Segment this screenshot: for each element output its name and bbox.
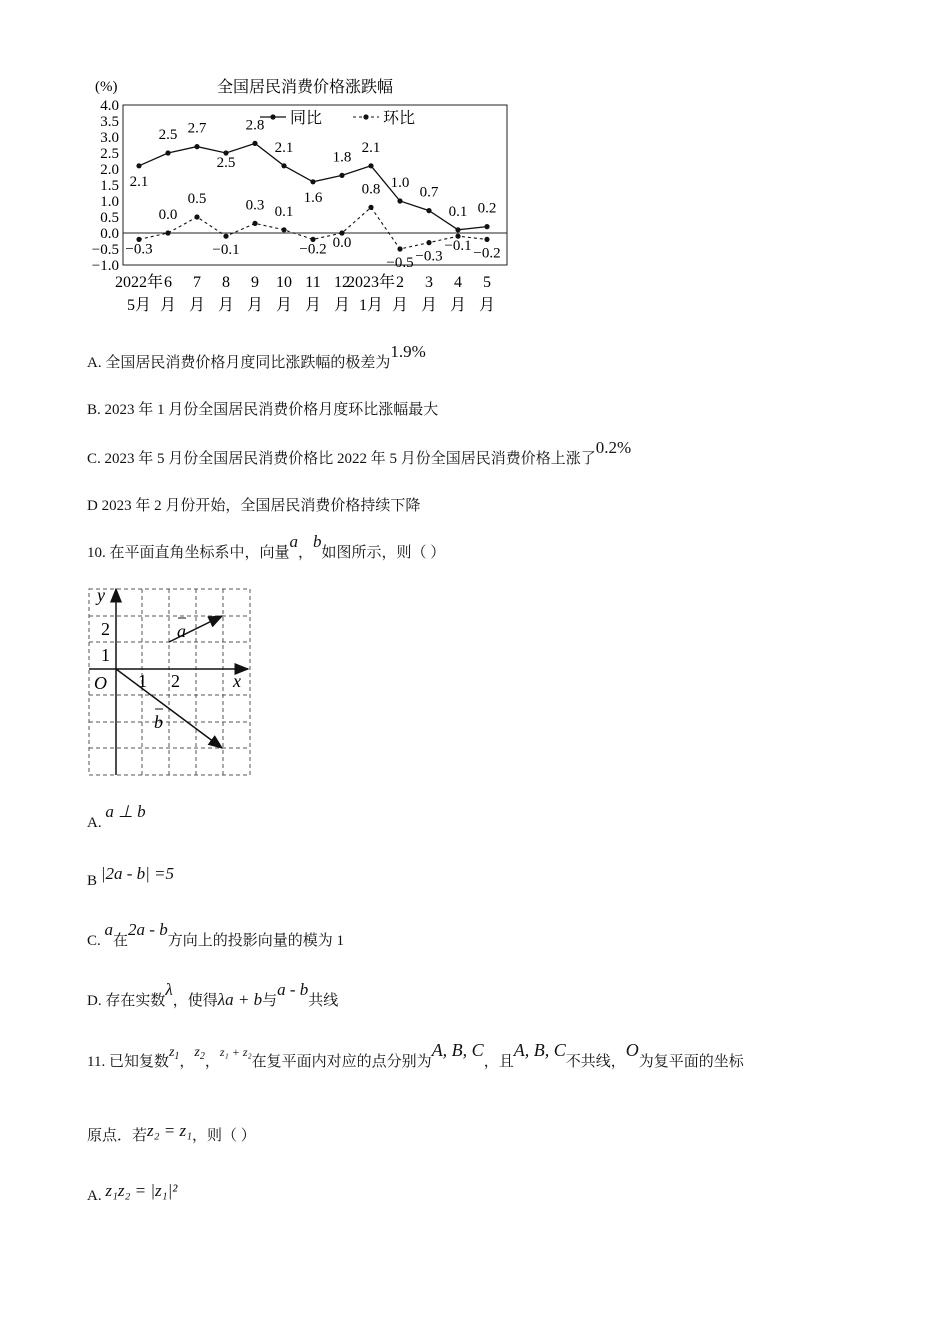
y-tick-label: 2.5 <box>100 146 119 162</box>
x-tick-label-top: 8 <box>222 274 230 291</box>
data-label: 0.2 <box>477 200 497 217</box>
x-tick-label-bottom: 月 <box>449 297 467 314</box>
x-tick-1: 1 <box>138 671 147 691</box>
x-tick-label-bottom: 5月 <box>126 297 152 314</box>
y-tick-label: 0.0 <box>100 226 119 242</box>
data-point <box>136 163 141 168</box>
q10-option-d-m2: λa + b <box>217 990 263 1009</box>
q10-option-d-t2: 与 <box>262 993 278 1009</box>
q11-z2-sub: 2 <box>199 1051 205 1062</box>
data-point <box>484 237 489 242</box>
q9-option-c <box>87 438 632 469</box>
q10-option-d-m3: a - b <box>277 980 309 999</box>
y-tick-label: 1.0 <box>100 194 119 210</box>
data-point <box>310 179 315 184</box>
q10-option-c-t1: 在 <box>113 933 129 949</box>
q11-line2-prefix: 原点．若 <box>87 1128 148 1144</box>
q10-option-c <box>87 920 344 951</box>
x-tick-label-top: 2022年 <box>114 274 164 291</box>
q10-option-a-math: a ⊥ b <box>105 802 146 821</box>
x-tick-label-top: 2 <box>396 274 404 291</box>
q11-comma-1: ， <box>179 1054 195 1070</box>
data-point <box>339 173 344 178</box>
data-label: 2.1 <box>129 173 149 190</box>
data-point <box>368 163 373 168</box>
q10-option-d-m1: λ <box>165 980 173 999</box>
q11-z1-letter: z <box>168 1045 175 1060</box>
data-label: 2.7 <box>187 120 207 137</box>
x-tick-label-bottom: 月 <box>188 297 206 314</box>
q9-option-b: B. 2023 年 1 月份全国居民消费价格月度环比涨幅最大 <box>87 402 439 418</box>
x-tick-label-top: 10 <box>276 274 292 291</box>
data-label: 0.1 <box>274 203 294 220</box>
q10-option-a <box>87 802 146 833</box>
data-point <box>165 150 170 155</box>
x-tick-label-bottom: 月 <box>246 297 264 314</box>
data-point <box>252 141 257 146</box>
data-label: −0.3 <box>415 248 443 265</box>
q11-z2-letter: z <box>194 1045 200 1060</box>
data-label: 0.0 <box>332 235 352 251</box>
q11-option-a-prefix: A. <box>87 1188 102 1204</box>
q10-vec-b: b <box>313 532 322 551</box>
y-tick-label: 4.0 <box>100 98 119 114</box>
data-point <box>194 144 199 149</box>
data-point <box>455 227 460 232</box>
data-label: 0.0 <box>158 207 178 223</box>
data-point <box>281 163 286 168</box>
y-tick-label: −0.5 <box>91 242 119 258</box>
data-label: 2.1 <box>361 139 381 156</box>
series-group <box>125 117 500 271</box>
q10-option-b <box>87 864 174 891</box>
vector-a-label: a <box>177 621 186 641</box>
q11-line2-suffix: ，则（ ） <box>192 1128 256 1144</box>
data-label: −0.2 <box>299 241 327 258</box>
q11-z1-sub: 1 <box>174 1051 180 1062</box>
q11-o: O <box>625 1040 639 1060</box>
chart-legend <box>260 109 415 127</box>
data-point <box>397 198 402 203</box>
q10-sep: ， <box>298 545 314 561</box>
q10-option-c-t2: 方向上的投影向量的模为 1 <box>167 933 344 949</box>
y-axis-ticks <box>92 98 119 274</box>
x-tick-label-bottom: 1月 <box>358 297 384 314</box>
x-tick-label-bottom: 月 <box>333 297 351 314</box>
x-tick-label-top: 5 <box>483 274 491 291</box>
q11-t1: 在复平面内对应的点分别为 <box>251 1054 432 1070</box>
x-axis-label: x <box>233 671 241 691</box>
data-label: 2.1 <box>274 139 294 156</box>
q11-stem-line2 <box>87 1121 256 1146</box>
data-point <box>426 240 431 245</box>
x-tick-label-bottom: 月 <box>420 297 438 314</box>
y-axis-label: y <box>97 585 105 605</box>
q11-stem-prefix: 11. 已知复数 <box>87 1054 169 1070</box>
y-tick-label: 1.5 <box>100 178 119 194</box>
data-label: 0.7 <box>419 184 439 201</box>
q10-stem <box>87 532 446 563</box>
q10-vec-a: a <box>289 532 299 551</box>
q10-option-d-prefix: D. 存在实数 <box>87 993 166 1009</box>
q11-t4: 为复平面的坐标 <box>638 1054 744 1070</box>
q9-option-a-value: 1.9% <box>390 342 426 361</box>
data-label: 0.8 <box>361 181 381 198</box>
data-point <box>252 221 257 226</box>
data-label: 2.5 <box>216 155 236 171</box>
x-tick-label-top: 9 <box>251 274 259 291</box>
data-label: 0.1 <box>448 203 468 220</box>
q11-comma-2: ， <box>204 1054 220 1070</box>
q9-option-c-text: C. 2023 年 5 月份全国居民消费价格比 2022 年 5 月份全国居民消费价格上涨了 <box>87 451 596 467</box>
origin-label: O <box>94 673 107 693</box>
y-tick-label: 2.0 <box>100 162 119 178</box>
y-tick-label: 3.5 <box>100 114 119 130</box>
y-tick-label: 0.5 <box>100 210 119 226</box>
q11-abc: A, B, C <box>431 1040 484 1060</box>
legend-label-mom: 环比 <box>383 110 416 127</box>
x-tick-label-top: 12 <box>334 274 350 291</box>
data-label: −0.3 <box>125 241 153 258</box>
x-tick-label-top: 7 <box>193 274 201 291</box>
data-point <box>368 205 373 210</box>
data-point <box>426 208 431 213</box>
x-tick-label-bottom: 月 <box>391 297 409 314</box>
legend-marker-yoy <box>270 114 275 119</box>
q10-option-d-t1: ，使得 <box>172 993 218 1009</box>
x-tick-label-top: 4 <box>454 274 462 291</box>
q10-option-b-math: |2a - b| =5 <box>100 864 174 883</box>
y-tick-2: 2 <box>101 619 110 639</box>
chart-title: 全国居民消费价格涨跌幅 <box>216 79 394 96</box>
q11-abc-2: A, B, C <box>513 1040 566 1060</box>
data-point <box>194 214 199 219</box>
q11-option-a-math: z₁z₂ = |z₁|² <box>105 1181 178 1200</box>
cpi-line-chart <box>85 75 525 320</box>
q10-option-d-t3: 共线 <box>308 993 339 1009</box>
data-label: 1.0 <box>390 175 410 191</box>
q10-option-b-prefix: B <box>87 873 98 889</box>
y-tick-label: −1.0 <box>91 258 119 274</box>
q9-option-a-text: 全国居民消费价格月度同比涨跌幅的极差为 <box>105 355 391 371</box>
data-point <box>397 246 402 251</box>
x-axis-labels <box>115 272 495 314</box>
chart-unit-label: (%) <box>95 79 118 95</box>
data-label: 0.5 <box>187 191 207 207</box>
x-tick-label-top: 3 <box>425 274 433 291</box>
data-label: −0.1 <box>444 238 472 255</box>
x-tick-label-bottom: 月 <box>217 297 235 314</box>
data-label: −0.1 <box>212 242 240 259</box>
x-tick-label-top: 6 <box>164 274 172 291</box>
y-tick-label: 3.0 <box>100 130 119 146</box>
data-label: −0.2 <box>473 245 501 262</box>
data-point <box>484 224 489 229</box>
q11-z2 <box>194 1045 204 1060</box>
q10-option-c-m2: 2a - b <box>128 920 168 939</box>
data-label: −0.5 <box>386 255 414 271</box>
q11-t3: 不共线， <box>565 1054 626 1070</box>
grid <box>89 589 250 775</box>
data-label: 1.8 <box>332 149 352 166</box>
vector-b-label: b <box>154 712 163 732</box>
x-tick-label-top: 2023年 <box>346 274 396 291</box>
q9-option-a-prefix: A. <box>87 355 106 371</box>
q11-stem-line1 <box>87 1040 744 1074</box>
data-label: 0.3 <box>245 197 265 214</box>
q11-z1 <box>169 1045 179 1060</box>
q10-stem-suffix: 如图所示，则（ ） <box>321 545 446 561</box>
q11-sum: z₁ + z₂ <box>219 1045 252 1059</box>
data-label: 1.6 <box>303 189 323 206</box>
q10-option-c-prefix: C. <box>87 933 101 949</box>
x-tick-2: 2 <box>171 671 180 691</box>
data-point <box>281 227 286 232</box>
x-tick-label-top: 11 <box>305 274 321 291</box>
q11-t2: ，且 <box>483 1054 514 1070</box>
data-point <box>223 234 228 239</box>
data-label: 2.5 <box>158 127 178 143</box>
q9-option-a <box>87 342 426 373</box>
q10-option-a-prefix: A. <box>87 815 102 831</box>
q10-stem-prefix: 10. 在平面直角坐标系中，向量 <box>87 545 290 561</box>
legend-label-yoy: 同比 <box>290 110 323 127</box>
q11-option-a <box>87 1181 178 1206</box>
q10-option-c-m1: a <box>104 920 114 939</box>
q9-option-c-value: 0.2% <box>595 438 632 457</box>
data-point <box>165 230 170 235</box>
legend-marker-mom <box>363 114 368 119</box>
q11-cond: z₂ = z₁ <box>147 1121 193 1140</box>
x-tick-label-bottom: 月 <box>275 297 293 314</box>
data-label: 2.8 <box>245 117 265 134</box>
x-tick-label-bottom: 月 <box>159 297 177 314</box>
q10-option-d <box>87 980 339 1011</box>
x-tick-label-bottom: 月 <box>304 297 322 314</box>
vector-figure <box>85 585 255 780</box>
q9-option-d: D 2023 年 2 月份开始，全国居民消费价格持续下降 <box>87 498 421 514</box>
x-tick-label-bottom: 月 <box>478 297 496 314</box>
y-tick-1: 1 <box>101 645 110 665</box>
